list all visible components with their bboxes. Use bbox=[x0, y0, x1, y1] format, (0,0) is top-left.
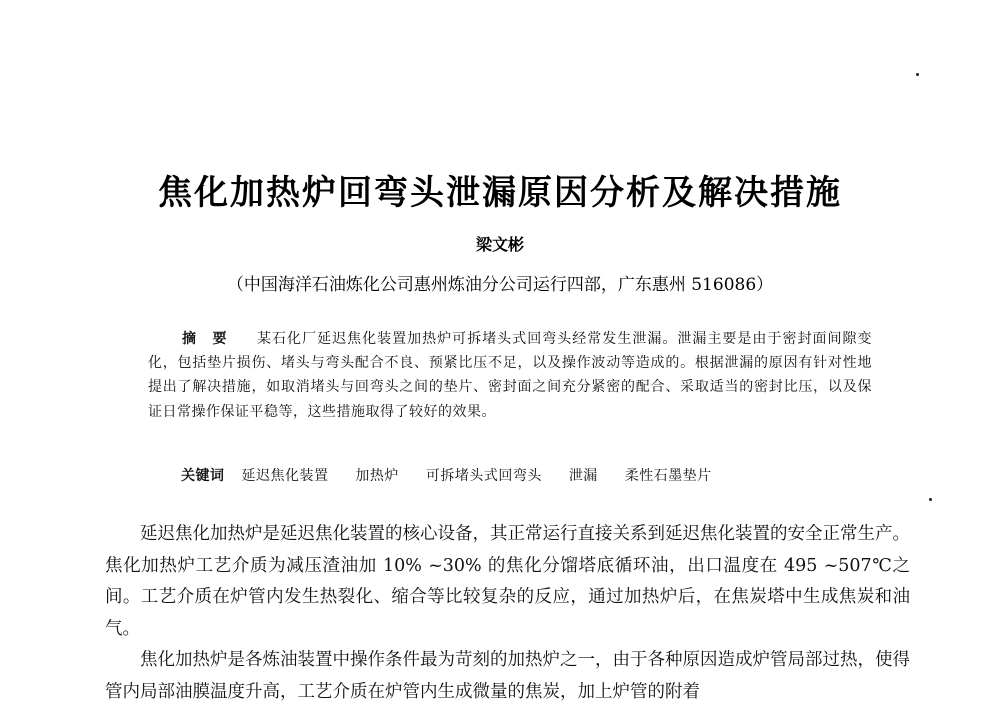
body-paragraph: 延迟焦化加热炉是延迟焦化装置的核心设备，其正常运行直接关系到延迟焦化装置的安全正常生产。焦化加热炉工艺介质为减压渣油加 10% ~30% 的焦化分馏塔底循环油，出口温度在 495 ~507℃之间。工艺介质在炉管内发生热裂化、缩合等比较复杂的反应，通过加热炉后，在焦炭塔中生成焦炭和油气。 bbox=[105, 524, 910, 639]
keywords-label: 关键词 bbox=[181, 468, 225, 484]
keywords bbox=[181, 465, 734, 485]
paper-title: 焦化加热炉回弯头泄漏原因分析及解决措施 bbox=[158, 173, 842, 213]
body-text bbox=[105, 519, 910, 708]
abstract bbox=[148, 327, 872, 424]
keyword-item: 加热炉 bbox=[355, 468, 399, 484]
body-paragraph: 焦化加热炉是各炼油装置中操作条件最为苛刻的加热炉之一，由于各种原因造成炉管局部过热，使得管内局部油膜温度升高，工艺介质在炉管内生成微量的焦炭，加上炉管的附着 bbox=[105, 650, 910, 702]
abstract-text: 某石化厂延迟焦化装置加热炉可拆堵头式回弯头经常发生泄漏。泄漏主要是由于密封面间隙变化，包括垫片损伤、堵头与弯头配合不良、预紧比压不足，以及操作波动等造成的。根据泄漏的原因有针对性地提出了解决措施，如取消堵头与回弯头之间的垫片、密封面之间充分紧密的配合、采取适当的密封比压，以及保证日常操作保证平稳等，这些措施取得了较好的效果。 bbox=[148, 331, 873, 420]
keyword-item: 可拆堵头式回弯头 bbox=[425, 468, 542, 484]
scan-speck bbox=[916, 73, 919, 76]
scan-speck bbox=[929, 498, 932, 501]
author-name: 梁文彬 bbox=[475, 235, 524, 254]
keyword-item: 泄漏 bbox=[568, 468, 598, 484]
keyword-item: 柔性石墨垫片 bbox=[624, 468, 712, 484]
author-affiliation: （中国海洋石油炼化公司惠州炼油分公司运行四部，广东惠州 516086） bbox=[226, 275, 774, 295]
keyword-item: 延迟焦化装置 bbox=[241, 468, 329, 484]
abstract-label: 摘要 bbox=[182, 331, 244, 347]
